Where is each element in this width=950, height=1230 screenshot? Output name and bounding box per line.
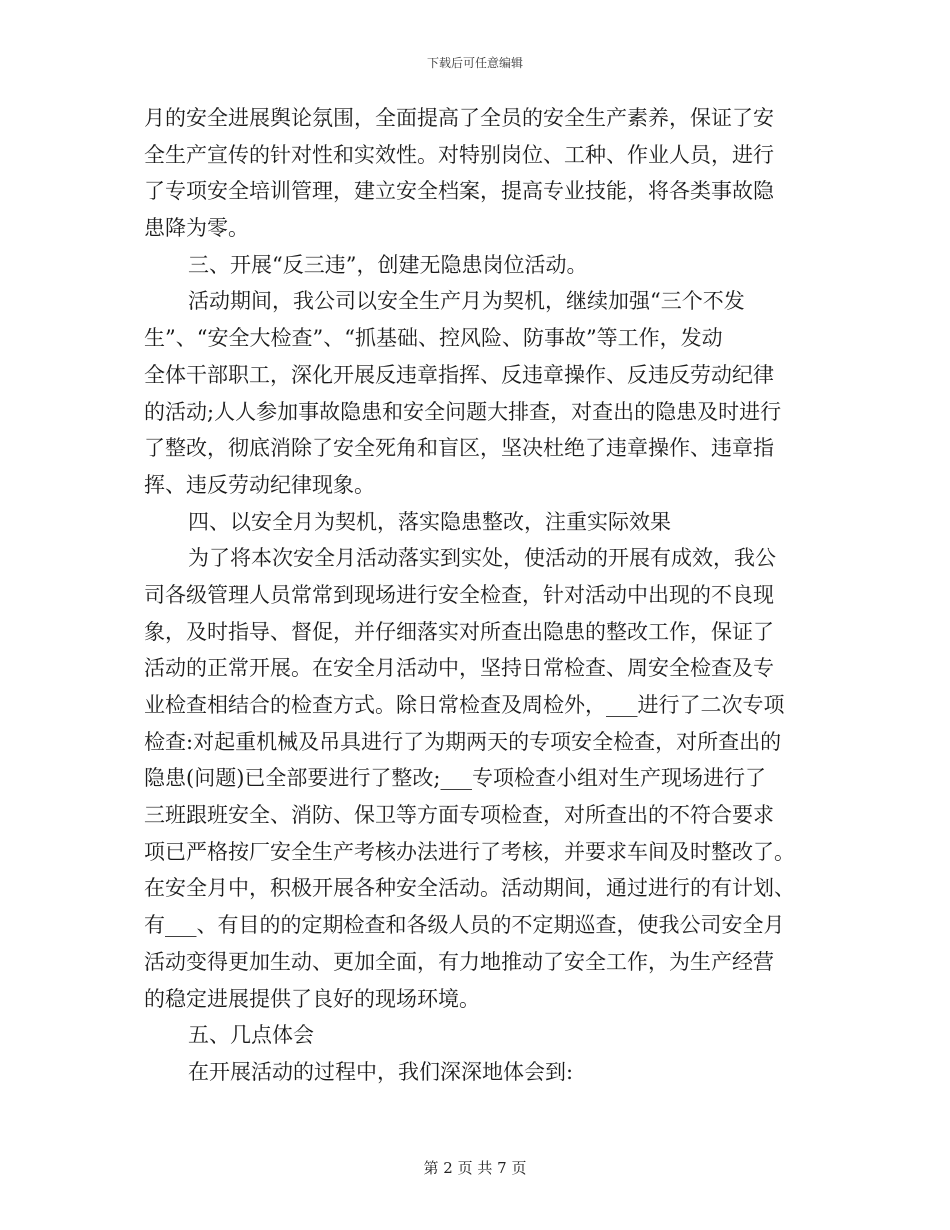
body-line: 有___、有目的的定期检查和各级人员的不定期巡查，使我公司安全月: [144, 913, 785, 938]
section-heading-4: 四、以安全月为契机，落实隐患整改，注重实际效果: [188, 509, 671, 534]
document-body: [144, 100, 810, 1091]
body-line: 在开展活动的过程中，我们深深地体会到:: [188, 1059, 574, 1084]
body-line: 患降为零。: [144, 216, 249, 241]
body-line: 全体干部职工，深化开展反违章指挥、反违章操作、反违反劳动纪律: [144, 362, 774, 387]
body-line: 活动的正常开展。在安全月活动中，坚持日常检查、周安全检查及专: [144, 656, 774, 681]
body-line: 月的安全进展舆论氛围，全面提高了全员的安全生产素养，保证了安: [144, 106, 774, 130]
page-header: 下载后可任意编辑: [426, 56, 523, 70]
body-line: 项已严格按厂安全生产考核办法进行了考核，并要求车间及时整改了。: [144, 839, 795, 864]
body-line: 了整改，彻底消除了安全死角和盲区，坚决杜绝了违章操作、违章指: [144, 436, 774, 461]
body-line: 为了将本次安全月活动落实到实处，使活动的开展有成效，我公: [188, 546, 776, 571]
body-line: 三班跟班安全、消防、保卫等方面专项检查，对所查出的不符合要求: [144, 803, 774, 828]
section-heading-5: 五、几点体会: [188, 1023, 314, 1048]
section-heading-3: 三、开展“反三违”，创建无隐患岗位活动。: [188, 252, 588, 277]
body-line: 的稳定进展提供了良好的现场环境。: [144, 986, 480, 1011]
body-line: 全生产宣传的针对性和实效性。对特别岗位、工种、作业人员，进行: [144, 142, 774, 167]
body-line: 隐患(问题)已全部要进行了整改;___专项检查小组对生产现场进行了: [144, 766, 766, 791]
body-line: 活动变得更加生动、更加全面，有力地推动了安全工作，为生产经营: [144, 949, 774, 974]
body-line: 了专项安全培训管理，建立安全档案，提高专业技能，将各类事故隐: [144, 179, 774, 204]
body-line: 在安全月中，积极开展各种安全活动。活动期间，通过进行的有计划、: [144, 876, 795, 901]
page-number: 第 2 页 共 7 页: [423, 1159, 527, 1177]
body-line: 检查:对起重机械及吊具进行了为期两天的专项安全检查，对所查出的: [144, 729, 782, 754]
body-line: 生”、“安全大检查”、“抓基础、控风险、防事故”等工作，发动: [144, 326, 723, 351]
body-line: 的活动;人人参加事故隐患和安全问题大排查，对查出的隐患及时进行: [144, 399, 782, 424]
body-line: 挥、违反劳动纪律现象。: [144, 472, 375, 497]
body-line: 象，及时指导、督促，并仔细落实对所查出隐患的整改工作，保证了: [144, 619, 774, 644]
body-line: 业检查相结合的检查方式。除日常检查及周检外，___进行了二次专项: [144, 693, 785, 717]
body-line: 司各级管理人员常常到现场进行安全检查，针对活动中出现的不良现: [144, 582, 774, 607]
body-line: 活动期间，我公司以安全生产月为契机，继续加强“三个不发: [188, 289, 745, 314]
